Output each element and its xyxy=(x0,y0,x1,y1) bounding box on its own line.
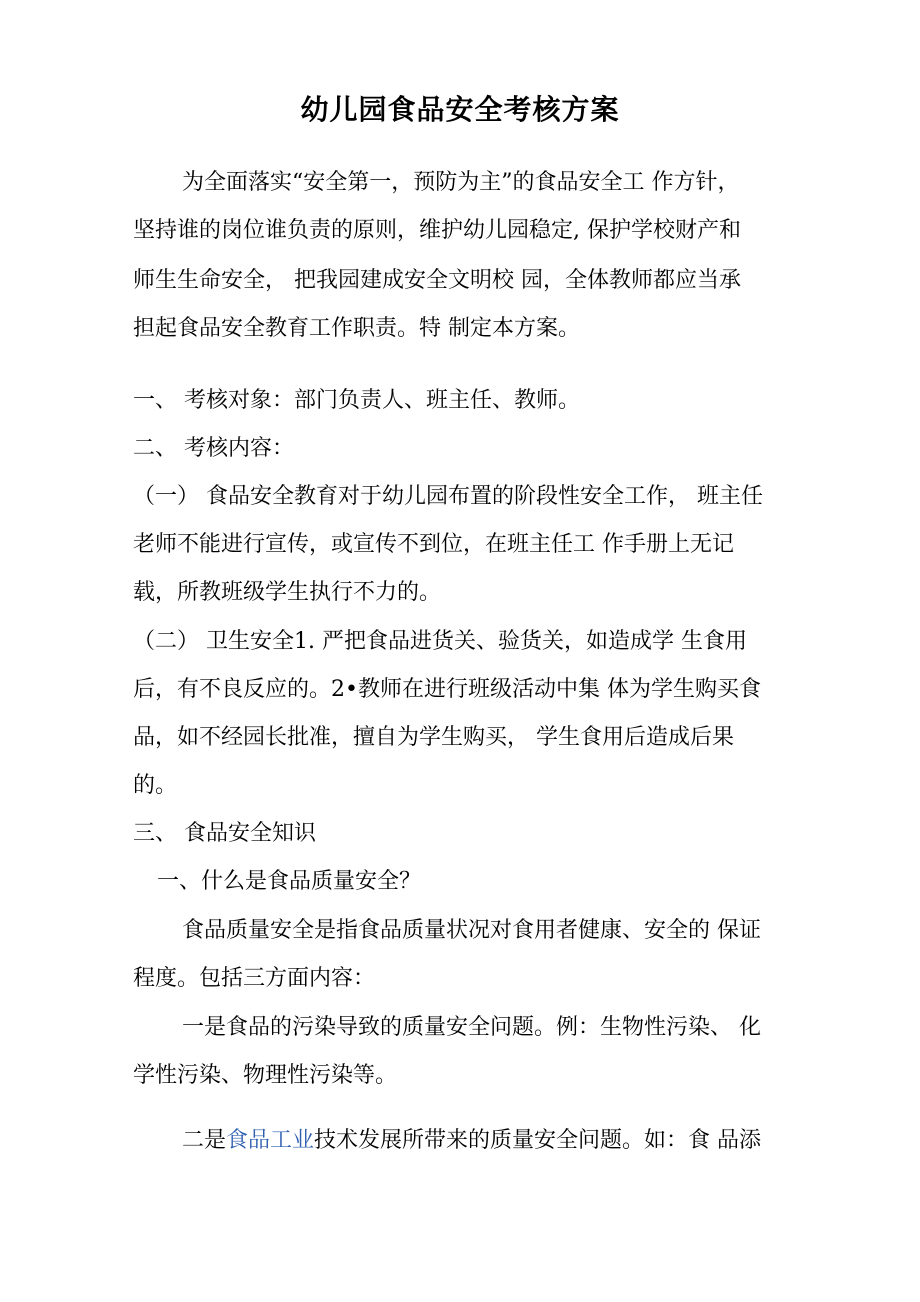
item2-line-4: 的。 xyxy=(133,773,178,798)
item2-line-2: 后，有不良反应的。2•教师在进行班级活动中集 体为学生购买食 xyxy=(133,677,761,702)
point1-line-2: 学性污染、物理性污染等。 xyxy=(133,1063,398,1088)
item2-line-1: （二） 卫生安全1. 严把食品进货关、验货关，如造成学 生食用 xyxy=(133,629,747,654)
document-title: 幼儿园食品安全考核方案 xyxy=(300,93,620,126)
section-heading-3: 三、 食品安全知识 xyxy=(133,821,316,846)
section-heading-1: 一、 考核对象：部门负责人、班主任、教师。 xyxy=(133,388,580,413)
intro-line-4: 担起食品安全教育工作职责。特 制定本方案。 xyxy=(133,316,580,341)
intro-line-3: 师生生命安全， 把我园建成安全文明校 园，全体教师都应当承 xyxy=(133,268,741,293)
point2-prefix: 二是 xyxy=(182,1128,227,1153)
intro-line-2: 坚持谁的岗位谁负责的原则，维护幼儿园稳定, 保护学校财产和 xyxy=(133,218,741,243)
food-industry-link[interactable]: 食品工业 xyxy=(226,1128,315,1153)
definition-line-2: 程度。包括三方面内容： xyxy=(133,966,376,991)
item1-line-3: 载，所教班级学生执行不力的。 xyxy=(133,580,442,605)
definition-line-1: 食品质量安全是指食品质量状况对食用者健康、安全的 保证 xyxy=(182,918,761,943)
point1-line-1: 一是食品的污染导致的质量安全问题。例：生物性污染、 化 xyxy=(182,1015,761,1040)
question-heading: 一、什么是食品质量安全？ xyxy=(157,869,422,894)
section-heading-2: 二、 考核内容： xyxy=(133,436,294,461)
point2-suffix: 技术发展所带来的质量安全问题。如：食 品添 xyxy=(314,1128,762,1153)
point2-line-1 xyxy=(182,1126,761,1156)
item1-line-1: （一） 食品安全教育对于幼儿园布置的阶段性安全工作， 班主任 xyxy=(133,484,763,509)
item1-line-2: 老师不能进行宣传，或宣传不到位，在班主任工 作手册上无记 xyxy=(133,532,734,557)
intro-line-1: 为全面落实“安全第一，预防为主”的食品安全工 作方针， xyxy=(182,170,740,195)
item2-line-3: 品，如不经园长批准，擅自为学生购买， 学生食用后造成后果 xyxy=(133,725,734,750)
